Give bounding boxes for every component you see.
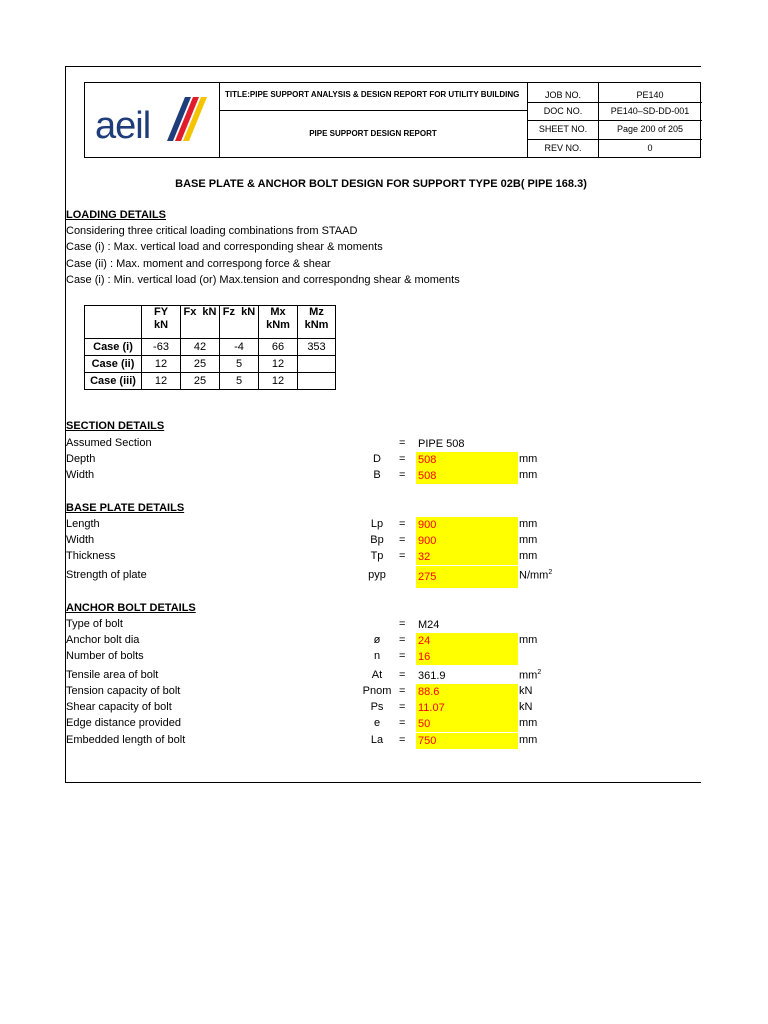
cell-value: 5	[220, 356, 259, 373]
anchor-bolt-row	[66, 684, 533, 700]
header-cell-fy	[142, 306, 181, 339]
anchor-bolt-row	[66, 668, 542, 684]
report-header	[84, 82, 701, 158]
row-value: 24	[416, 633, 518, 649]
row-symbol: At	[371, 669, 383, 681]
meta-key: SHEET NO.	[528, 120, 599, 139]
table-header-row	[85, 306, 336, 339]
header-cell-empty	[85, 306, 142, 339]
row-unit: mm	[519, 534, 538, 546]
row-value: 750	[416, 733, 518, 749]
meta-value: 0	[647, 143, 653, 153]
row-label: Case (ii)	[85, 356, 142, 373]
cell-value: 42	[181, 339, 220, 356]
cell-value: 12	[259, 356, 298, 373]
row-symbol: D	[373, 453, 381, 465]
row-unit: mm	[519, 453, 538, 465]
section-row	[66, 452, 538, 468]
document-meta	[527, 83, 702, 157]
cell-value: 25	[181, 373, 220, 390]
meta-key: JOB NO.	[528, 83, 599, 102]
equals-sign: =	[399, 437, 406, 449]
equals-sign: =	[399, 734, 406, 746]
row-label: Anchor bolt dia	[66, 634, 140, 646]
cell-value: 5	[220, 373, 259, 390]
meta-doc	[528, 102, 702, 121]
meta-key: REV NO.	[528, 139, 599, 157]
company-logo	[85, 83, 220, 157]
base-plate-row	[66, 566, 553, 588]
header-fx: Fx kN	[183, 306, 217, 318]
equals-sign: =	[399, 550, 406, 562]
row-symbol: Tp	[370, 550, 384, 562]
row-symbol: La	[370, 734, 384, 746]
section-row	[66, 468, 538, 484]
row-value: 508	[416, 468, 518, 484]
row-symbol: Pnom	[362, 685, 392, 697]
row-value: 900	[416, 533, 518, 549]
row-label: Assumed Section	[66, 437, 152, 449]
anchor-bolt-row	[66, 617, 516, 633]
row-value: 275	[416, 566, 518, 588]
row-unit: $N/mm^2$	[519, 569, 553, 582]
row-value: M24	[418, 619, 440, 631]
anchor-bolt-row	[66, 649, 516, 665]
aeil-logo-icon	[85, 83, 219, 157]
row-symbol: n	[373, 650, 381, 662]
row-label: Shear capacity of bolt	[66, 701, 172, 713]
equals-sign: =	[399, 534, 406, 546]
meta-job	[528, 83, 702, 103]
logo-wordmark: aeil	[95, 105, 151, 147]
equals-sign: =	[399, 650, 406, 662]
row-unit: $mm^2$	[519, 669, 542, 682]
row-label: Width	[66, 469, 95, 481]
header-fy: FY kN	[153, 306, 169, 331]
header-mx: Mx kNm	[266, 306, 290, 331]
row-label: Thickness	[66, 550, 116, 562]
base-plate-row	[66, 549, 538, 565]
anchor-bolt-row	[66, 633, 538, 649]
row-value: 32	[416, 549, 518, 565]
meta-value: PE140	[636, 90, 664, 100]
row-unit: mm	[519, 518, 538, 530]
row-unit: kN	[519, 701, 533, 713]
loading-line: Considering three critical loading combinations from STAAD	[66, 225, 358, 237]
row-label: Width	[66, 534, 95, 546]
equals-sign: =	[399, 685, 406, 697]
row-label: Case (iii)	[85, 373, 142, 390]
row-unit: kN	[519, 685, 533, 697]
row-label: Number of bolts	[66, 650, 144, 662]
cell-value: 12	[142, 373, 181, 390]
row-symbol: pyp	[368, 569, 386, 581]
header-cell-mx	[259, 306, 298, 339]
row-symbol: B	[373, 469, 381, 481]
cell-value: 25	[181, 356, 220, 373]
row-value: PIPE 508	[418, 438, 465, 450]
row-label: Length	[66, 518, 100, 530]
header-cell-mz	[298, 306, 336, 339]
cell-value: 12	[259, 373, 298, 390]
base-plate-heading: BASE PLATE DETAILS	[66, 502, 185, 514]
cell-value: 12	[142, 356, 181, 373]
row-unit: mm	[519, 469, 538, 481]
row-label: Embedded length of bolt	[66, 734, 186, 746]
row-label: Edge distance provided	[66, 717, 181, 729]
cell-value: -4	[220, 339, 259, 356]
table-row	[85, 373, 336, 390]
meta-key: DOC NO.	[528, 102, 599, 120]
equals-sign: =	[399, 469, 406, 481]
meta-rev	[528, 139, 702, 157]
section-row	[66, 436, 516, 452]
anchor-bolt-row	[66, 700, 533, 716]
row-value: 16	[416, 649, 518, 665]
report-title: TITLE:PIPE SUPPORT ANALYSIS & DESIGN REPORT FOR UTILITY BUILDING	[219, 83, 527, 111]
design-title: BASE PLATE & ANCHOR BOLT DESIGN FOR SUPPORT TYPE 02B( PIPE 168.3)	[175, 178, 587, 190]
row-value: 88.6	[416, 684, 518, 700]
row-label: Strength of plate	[66, 569, 147, 581]
report-subtitle: PIPE SUPPORT DESIGN REPORT	[309, 129, 437, 138]
row-unit: mm	[519, 734, 538, 746]
base-plate-row	[66, 533, 538, 549]
row-label: Case (i)	[85, 339, 142, 356]
equals-sign: =	[399, 453, 406, 465]
row-value: 900	[416, 517, 518, 533]
row-unit: mm	[519, 634, 538, 646]
cell-value: 353	[298, 339, 336, 356]
row-label: Tensile area of bolt	[66, 669, 159, 681]
row-symbol: Lp	[370, 518, 384, 530]
unit-text: mm	[519, 669, 538, 682]
row-value: 508	[416, 452, 518, 468]
unit-text: N/mm	[519, 569, 549, 582]
row-label: Tension capacity of bolt	[66, 685, 181, 697]
equals-sign: =	[399, 618, 406, 630]
section-heading: SECTION DETAILS	[66, 420, 165, 432]
cell-value	[298, 356, 336, 373]
row-symbol: Ps	[370, 701, 384, 713]
equals-sign: =	[399, 669, 406, 681]
row-symbol: Bp	[370, 534, 384, 546]
anchor-bolt-row	[66, 733, 538, 749]
header-mz: Mz kNm	[304, 306, 329, 331]
table-row	[85, 356, 336, 373]
meta-value: PE140–SD-DD-001	[610, 106, 690, 116]
load-combination-table	[84, 305, 336, 390]
equals-sign: =	[399, 518, 406, 530]
row-unit: mm	[519, 550, 538, 562]
row-symbol: e	[373, 717, 381, 729]
base-plate-row	[66, 517, 538, 533]
row-value: 50	[416, 716, 518, 732]
equals-sign: =	[399, 634, 406, 646]
equals-sign: =	[399, 717, 406, 729]
row-unit: mm	[519, 717, 538, 729]
cell-value: 66	[259, 339, 298, 356]
row-value: 11.07	[416, 700, 518, 716]
anchor-bolt-heading: ANCHOR BOLT DETAILS	[66, 602, 196, 614]
row-label: Depth	[66, 453, 96, 465]
row-symbol: ø	[373, 634, 381, 646]
header-cell-fz	[220, 306, 259, 339]
loading-heading: LOADING DETAILS	[66, 209, 167, 221]
page-frame-top	[65, 66, 701, 67]
meta-value: Page 200 of 205	[616, 124, 684, 134]
anchor-bolt-row	[66, 716, 538, 732]
cell-value	[298, 373, 336, 390]
meta-sheet	[528, 120, 702, 140]
page-frame-bottom	[65, 782, 701, 783]
equals-sign: =	[399, 701, 406, 713]
row-value: 361.9	[418, 670, 446, 682]
loading-line: Case (i) : Max. vertical load and corresponding shear & moments	[66, 241, 383, 253]
loading-line: Case (i) : Min. vertical load (or) Max.tension and correspondng shear & moments	[66, 274, 460, 286]
header-fz: Fz kN	[222, 306, 256, 318]
table-row	[85, 339, 336, 356]
header-cell-fx	[181, 306, 220, 339]
loading-line: Case (ii) : Max. moment and correspong force & shear	[66, 258, 331, 270]
row-label: Type of bolt	[66, 618, 123, 630]
cell-value: -63	[142, 339, 181, 356]
